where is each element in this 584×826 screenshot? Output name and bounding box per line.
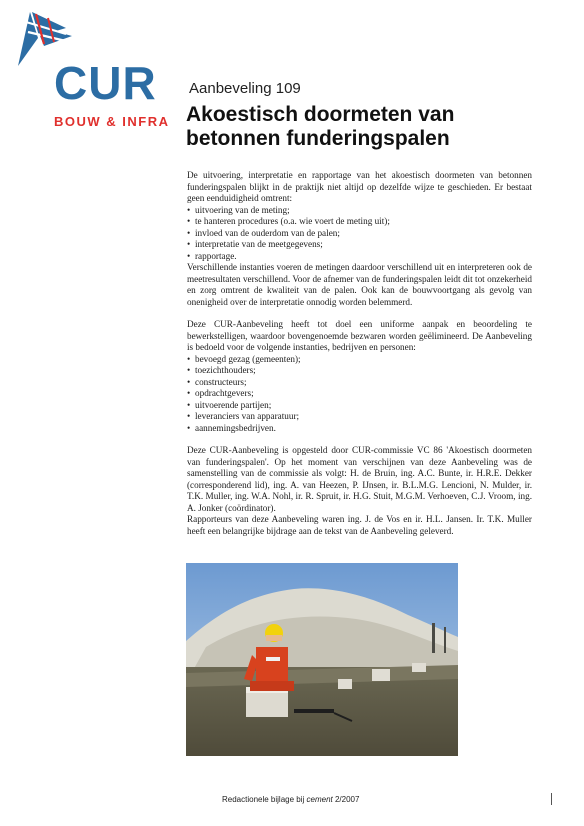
list-item: • opdrachtgevers; bbox=[187, 388, 532, 400]
logo-subtitle: BOUW & INFRA bbox=[54, 114, 170, 129]
list-item: • aannemingsbedrijven. bbox=[187, 423, 532, 435]
list-item: • leveranciers van apparatuur; bbox=[187, 411, 532, 423]
section1-bullet-list bbox=[187, 205, 532, 263]
section2-intro: Deze CUR-Aanbeveling heeft tot doel een uniforme aanpak en beoordeling te bewerkstelligen, waardoor bovengenoemde bezwaren worden geëlimineerd. De Aanbeveling is bedoeld voor de volgende instanties, bedrijven en personen: bbox=[187, 319, 532, 352]
footer-prefix: Redactionele bijlage bij bbox=[222, 795, 307, 804]
list-item: • constructeurs; bbox=[187, 377, 532, 389]
section3-rapporteurs: Rapporteurs van deze Aanbeveling waren ing. J. de Vos en ir. H.L. Jansen. Ir. T.K. Muller heeft een belangrijke bijdrage aan de tekst van de Aanbeveling geleverd. bbox=[187, 514, 532, 536]
section3-committee: Deze CUR-Aanbeveling is opgesteld door CUR-commissie VC 86 'Akoestisch doormeten van funderingspalen'. Op het moment van verschijnen van deze Aanbeveling was de samenstelling van de commissie als volgt: H. de Bruin, ing. A.C. Bunte, ir. H.R.E. Dekker (corresponderend lid), ing. A. van Heezen, P. IJnsen, ir. B.L.M.G. Lencioni, N. Mulder, ir. T.K. Muller, ing. W.A. Nohl, ir. R. Spruit, ir. H.G. Stuit, M.G.M. Verhoeven, C.J. Vroom, ing. A. Jonker (coördinator). bbox=[187, 445, 532, 513]
list-item: • invloed van de ouderdom van de palen; bbox=[187, 228, 532, 240]
section1-intro: De uitvoering, interpretatie en rapportage van het akoestisch doormeten van betonnen funderingspalen blijkt in de praktijk niet altijd op dezelfde wijze te geschieden. Er bestaat geen eenduidigheid omtrent: bbox=[187, 170, 532, 203]
logo-wordmark: CUR bbox=[54, 57, 157, 109]
footer-magazine: cement bbox=[306, 795, 333, 804]
list-item: • interpretatie van de meetgegevens; bbox=[187, 239, 532, 251]
list-item: • te hanteren procedures (o.a. wie voert de meting uit); bbox=[187, 216, 532, 228]
list-item: • toezichthouders; bbox=[187, 365, 532, 377]
cur-logo bbox=[14, 8, 174, 138]
footer-issue: 2/2007 bbox=[332, 795, 360, 804]
page-edge-mark bbox=[551, 793, 552, 805]
section1-closing: Verschillende instanties voeren de metingen daardoor verschillend uit en interpreteren ook de meetresultaten verschillend. Voor de afnemer van de funderingspalen leidt dit tot onzekerheid en zorg omtrent de kwaliteit van de palen. Ook kan de bouwvoortgang als gevolg van onenigheid over de interpretatie onnodig worden belemmerd. bbox=[187, 262, 532, 307]
site-photo bbox=[186, 563, 458, 756]
page-title: Akoestisch doormeten van betonnen funderingspalen bbox=[186, 103, 455, 150]
section2-bullet-list bbox=[187, 354, 532, 435]
list-item: • bevoegd gezag (gemeenten); bbox=[187, 354, 532, 366]
body-text bbox=[187, 170, 532, 537]
footer-credit bbox=[222, 795, 359, 804]
list-item: • rapportage. bbox=[187, 251, 532, 263]
list-item: • uitvoerende partijen; bbox=[187, 400, 532, 412]
list-item: • uitvoering van de meting; bbox=[187, 205, 532, 217]
recommendation-number: Aanbeveling 109 bbox=[189, 80, 301, 97]
